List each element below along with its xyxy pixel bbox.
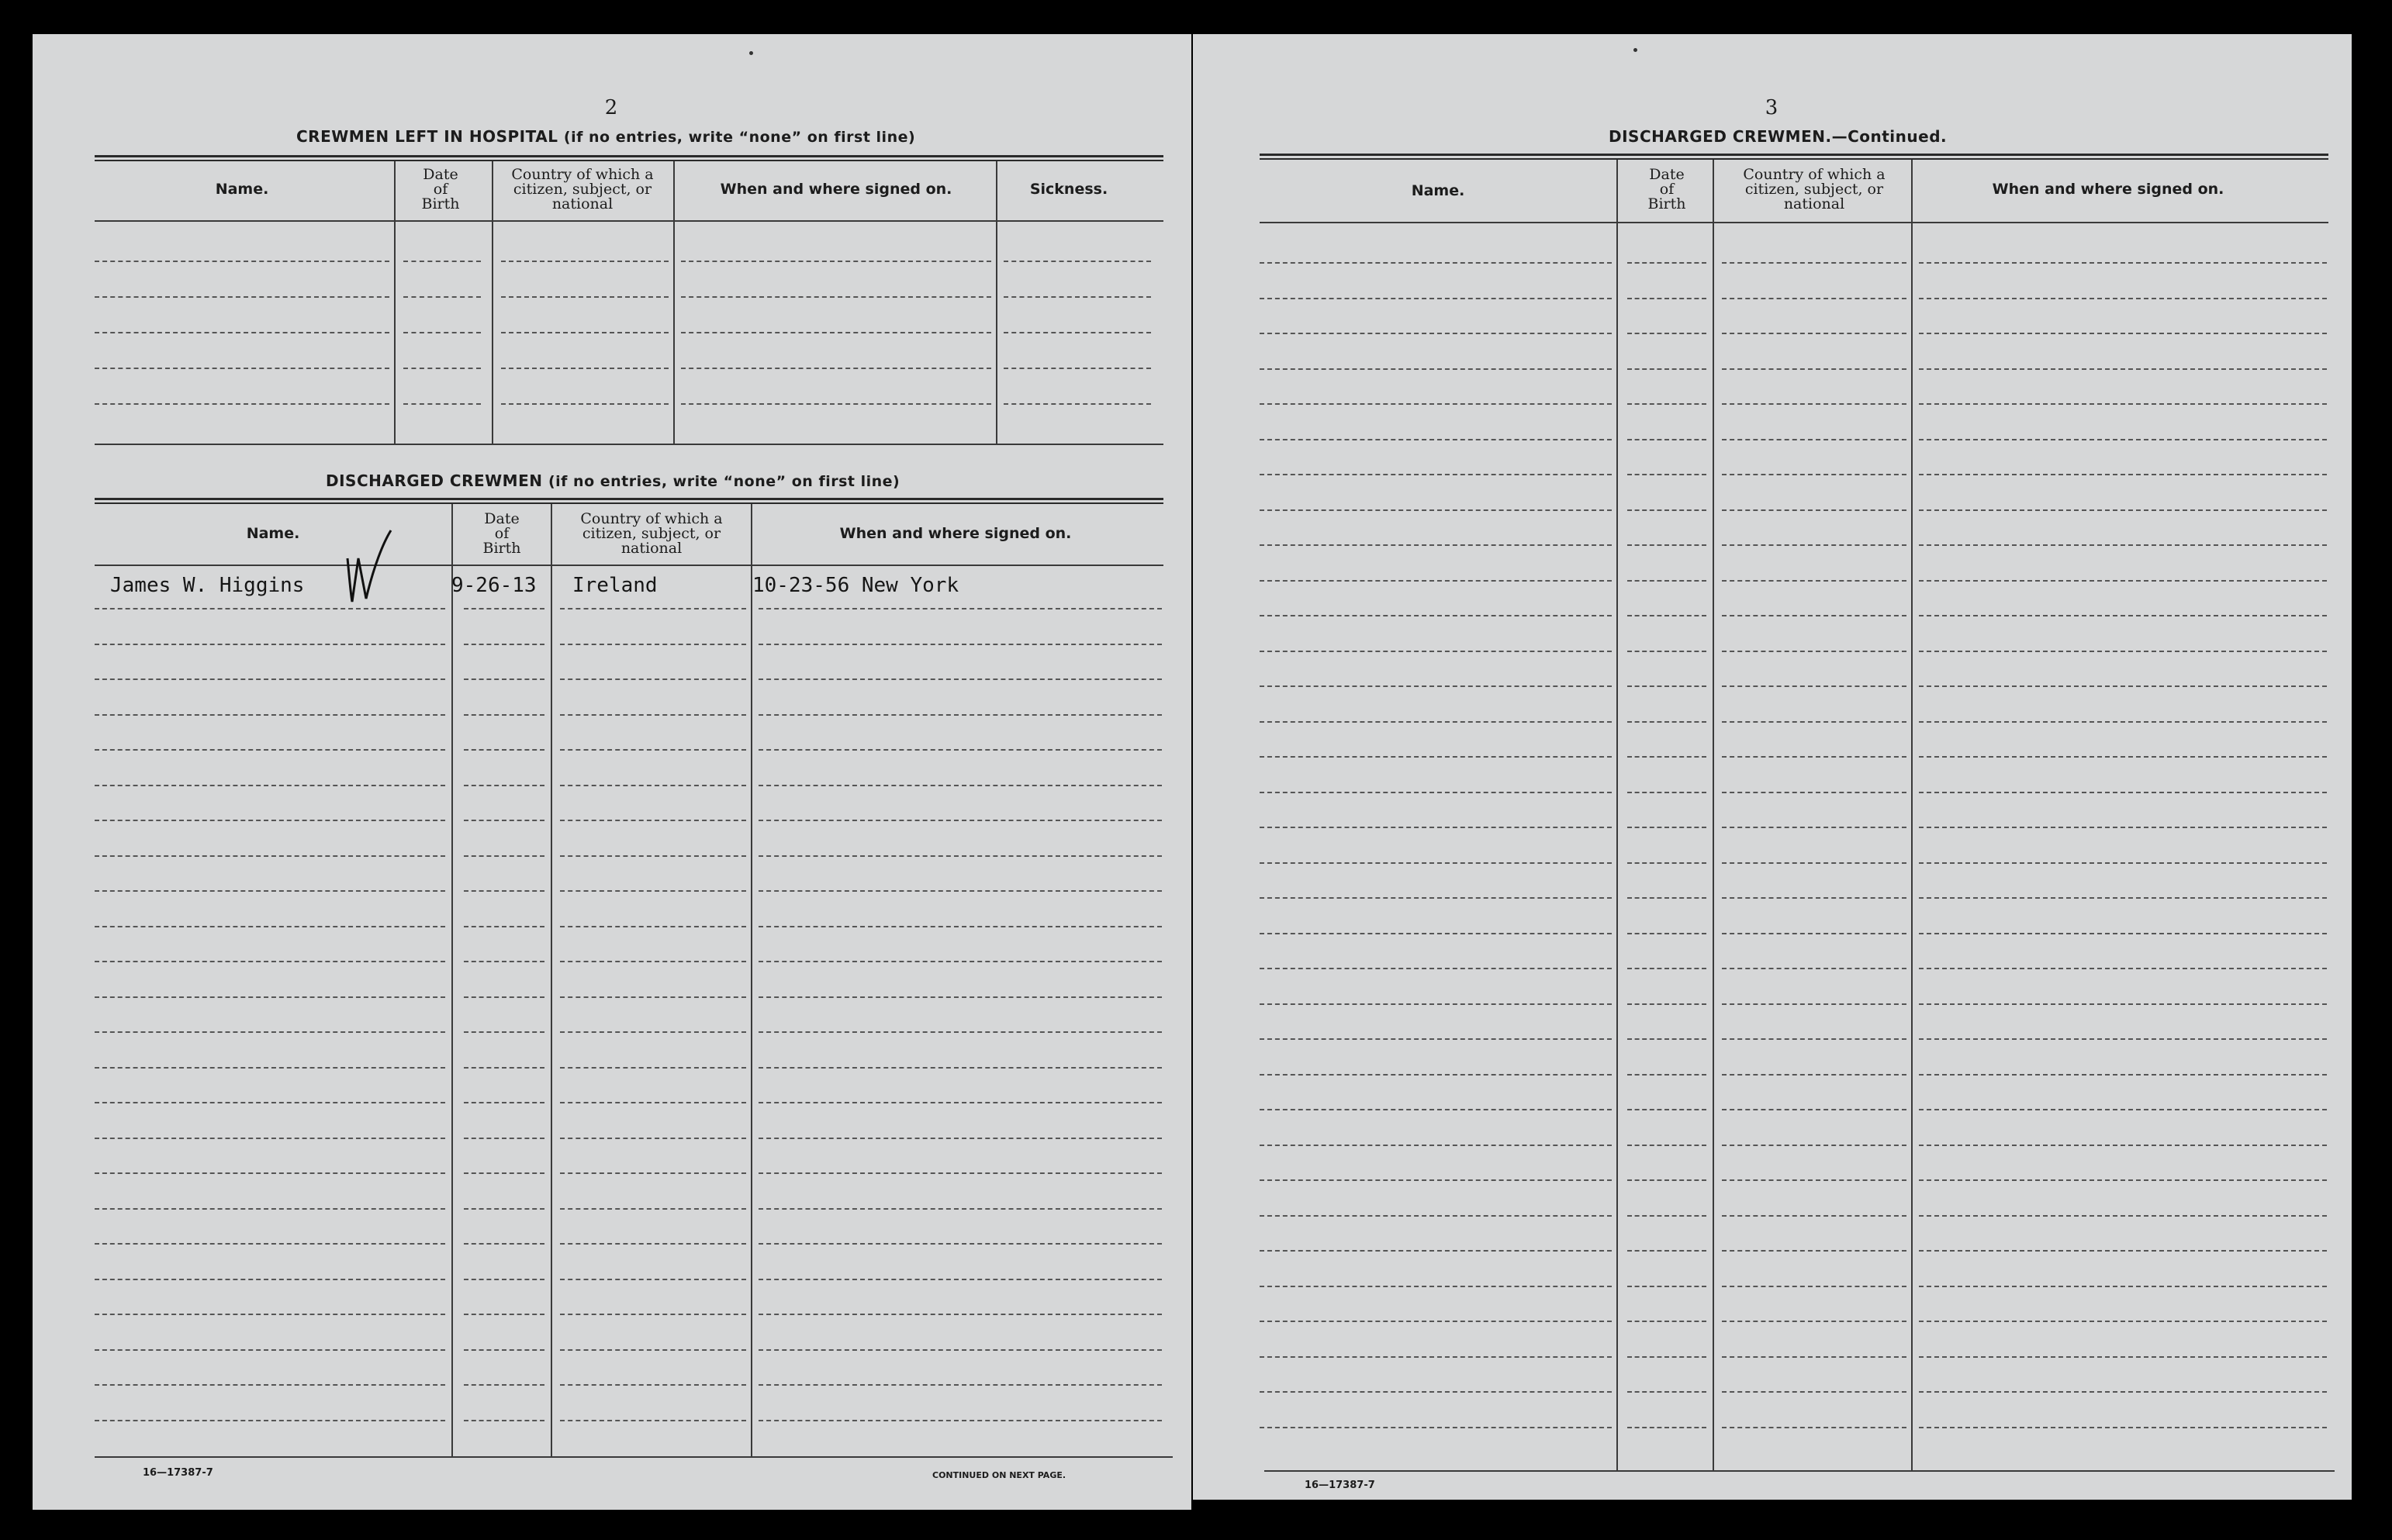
ruled-line	[1627, 651, 1706, 652]
ruled-line	[1627, 1109, 1706, 1110]
ruled-line	[1004, 403, 1151, 405]
ruled-line	[1722, 968, 1906, 969]
ruled-line	[95, 1420, 445, 1421]
ruled-line	[1627, 403, 1706, 405]
ruled-line	[1004, 261, 1151, 262]
ruled-line	[560, 1138, 746, 1139]
ruled-line	[1919, 439, 2327, 440]
ruled-line	[759, 890, 1162, 892]
ruled-line	[759, 678, 1162, 680]
crewman-name: James W. Higgins	[110, 574, 305, 597]
ruled-line	[1722, 474, 1906, 475]
ruled-line	[1260, 1286, 1612, 1287]
ruled-line	[464, 1314, 544, 1315]
ruled-line	[95, 1031, 445, 1033]
ruled-line	[464, 820, 544, 821]
ruled-line	[95, 749, 445, 751]
ruled-line	[1260, 933, 1612, 934]
ruled-line	[1260, 1356, 1612, 1358]
ruled-line	[1260, 1215, 1612, 1217]
ruled-line	[1722, 685, 1906, 687]
hospital-section-title	[296, 127, 915, 146]
ruled-line	[1004, 368, 1151, 369]
ruled-line	[464, 926, 544, 927]
ruled-line	[1722, 262, 1906, 264]
ruled-line	[1722, 792, 1906, 793]
right-col-name: Name.	[1411, 182, 1465, 199]
right-page-title: DISCHARGED CREWMEN.—Continued.	[1609, 127, 1948, 146]
left-page	[33, 34, 1191, 1510]
ruled-line	[1919, 333, 2327, 334]
ruled-line	[560, 608, 746, 609]
ruled-line	[1919, 1145, 2327, 1146]
ruled-line	[95, 820, 445, 821]
ruled-line	[1260, 403, 1612, 405]
ruled-line	[1260, 262, 1612, 264]
ruled-line	[1627, 792, 1706, 793]
ruled-line	[464, 1102, 544, 1103]
ruled-line	[1627, 897, 1706, 899]
ruled-line	[1919, 262, 2327, 264]
ruled-line	[1722, 1250, 1906, 1252]
ruled-line	[1627, 968, 1706, 969]
ruled-line	[1722, 1038, 1906, 1040]
ruled-line	[560, 820, 746, 821]
ruled-line	[560, 1067, 746, 1069]
ruled-line	[1260, 1391, 1612, 1393]
ruled-line	[464, 1031, 544, 1033]
hospital-col-country: Country of which a citizen, subject, or national	[511, 166, 654, 212]
hospital-note: (if no entries, write “none” on first line)	[563, 129, 916, 146]
crewman-signed-on: 10-23-56 New York	[752, 574, 959, 597]
ruled-line	[464, 1172, 544, 1174]
ruled-line	[1260, 580, 1612, 582]
ruled-line	[759, 1314, 1162, 1315]
ruled-line	[1722, 1286, 1906, 1287]
ruled-line	[464, 678, 544, 680]
ruled-line	[1722, 1179, 1906, 1181]
hospital-col-sickness: Sickness.	[1029, 181, 1108, 198]
ruled-line	[1919, 1074, 2327, 1076]
ruled-line	[95, 678, 445, 680]
ruled-line	[560, 678, 746, 680]
ruled-line	[1260, 1038, 1612, 1040]
ruled-line	[1722, 1321, 1906, 1322]
ruled-line	[1627, 262, 1706, 264]
ruled-line	[1919, 897, 2327, 899]
ruled-line	[1919, 968, 2327, 969]
ruled-line	[95, 644, 445, 645]
ruled-line	[1260, 544, 1612, 546]
ruled-line	[1919, 827, 2327, 828]
ruled-line	[95, 403, 389, 405]
page-number: 3	[1765, 96, 1778, 119]
ruled-line	[1260, 1109, 1612, 1110]
ruled-line	[1722, 933, 1906, 934]
ruled-line	[1919, 862, 2327, 864]
ruled-line	[759, 1384, 1162, 1386]
ruled-line	[501, 332, 669, 333]
ruled-line	[1260, 968, 1612, 969]
ruled-line	[1722, 1145, 1906, 1146]
ruled-line	[759, 996, 1162, 998]
ruled-line	[1260, 721, 1612, 723]
ruled-line	[1260, 1003, 1612, 1005]
ruled-line	[1722, 827, 1906, 828]
ruled-line	[95, 1138, 445, 1139]
hospital-col-signed: When and where signed on.	[720, 181, 952, 198]
ruled-line	[464, 749, 544, 751]
ruled-line	[1260, 298, 1612, 299]
ruled-line	[1722, 1215, 1906, 1217]
ruled-line	[95, 1067, 445, 1069]
ruled-line	[95, 714, 445, 716]
ruled-line	[759, 926, 1162, 927]
ruled-line	[95, 855, 445, 857]
ruled-line	[464, 608, 544, 609]
ruled-line	[1919, 1179, 2327, 1181]
ruled-line	[759, 749, 1162, 751]
ruled-line	[1919, 1427, 2327, 1428]
ruled-line	[1919, 1321, 2327, 1322]
ruled-line	[1004, 332, 1151, 333]
ruled-line	[403, 332, 481, 333]
ruled-line	[1260, 1321, 1612, 1322]
ruled-line	[403, 296, 481, 298]
ruled-line	[501, 296, 669, 298]
ruled-line	[1627, 298, 1706, 299]
ruled-line	[1722, 544, 1906, 546]
ruled-line	[560, 644, 746, 645]
ruled-line	[759, 714, 1162, 716]
ruled-line	[1627, 615, 1706, 616]
discharged-col-name: Name.	[246, 525, 300, 542]
ruled-line	[1919, 1038, 2327, 1040]
ruled-line	[1919, 580, 2327, 582]
ruled-line	[1627, 1179, 1706, 1181]
right-col-dob: Date of Birth	[1647, 166, 1686, 212]
ruled-line	[1919, 1215, 2327, 1217]
ruled-line	[1627, 1427, 1706, 1428]
ruled-line	[759, 961, 1162, 962]
ruled-line	[560, 1172, 746, 1174]
ruled-line	[1722, 368, 1906, 370]
ruled-line	[464, 1138, 544, 1139]
ruled-line	[1627, 368, 1706, 370]
ruled-line	[1919, 474, 2327, 475]
discharged-note: (if no entries, write “none” on first line)	[548, 473, 900, 490]
ruled-line	[560, 1031, 746, 1033]
ruled-line	[1260, 792, 1612, 793]
ruled-line	[560, 1279, 746, 1280]
ruled-line	[1919, 403, 2327, 405]
ruled-line	[95, 996, 445, 998]
ruled-line	[1919, 1286, 2327, 1287]
ruled-line	[464, 890, 544, 892]
ruled-line	[560, 1420, 746, 1421]
ruled-line	[1260, 1074, 1612, 1076]
ruled-line	[95, 1102, 445, 1103]
ruled-line	[1260, 439, 1612, 440]
ruled-line	[560, 1349, 746, 1351]
ruled-line	[560, 855, 746, 857]
ruled-line	[560, 1102, 746, 1103]
ruled-line	[464, 961, 544, 962]
ruled-line	[560, 714, 746, 716]
ruled-line	[1627, 827, 1706, 828]
ruled-line	[1260, 333, 1612, 334]
ruled-line	[1627, 509, 1706, 511]
ruled-line	[464, 1384, 544, 1386]
ruled-line	[403, 368, 481, 369]
ruled-line	[403, 403, 481, 405]
discharged-section-title	[326, 471, 900, 490]
ruled-line	[464, 785, 544, 786]
ruled-line	[759, 855, 1162, 857]
ruled-line	[464, 855, 544, 857]
ruled-line	[1722, 756, 1906, 758]
ruled-line	[1260, 827, 1612, 828]
discharged-title: DISCHARGED CREWMEN	[326, 471, 543, 490]
ruled-line	[681, 296, 991, 298]
ruled-line	[1627, 1391, 1706, 1393]
ruled-line	[95, 296, 389, 298]
ruled-line	[95, 1384, 445, 1386]
ruled-line	[1722, 651, 1906, 652]
ruled-line	[1722, 298, 1906, 299]
ruled-line	[1004, 296, 1151, 298]
ruled-line	[1919, 685, 2327, 687]
crewman-dob: 9-26-13	[451, 574, 537, 597]
ruled-line	[1627, 933, 1706, 934]
ruled-line	[759, 1102, 1162, 1103]
ruled-line	[1722, 897, 1906, 899]
ruled-line	[464, 1243, 544, 1245]
ruled-line	[95, 1279, 445, 1280]
ruled-line	[759, 1349, 1162, 1351]
ruled-line	[1722, 580, 1906, 582]
discharged-col-signed: When and where signed on.	[839, 525, 1072, 542]
ruled-line	[95, 261, 389, 262]
ruled-line	[1919, 544, 2327, 546]
ruled-line	[1919, 756, 2327, 758]
ruled-line	[1627, 333, 1706, 334]
ruled-line	[1627, 544, 1706, 546]
ruled-line	[1722, 1427, 1906, 1428]
ruled-line	[1919, 1109, 2327, 1110]
form-number: 16—17387-7	[143, 1467, 213, 1479]
ruled-line	[560, 1384, 746, 1386]
ruled-line	[95, 785, 445, 786]
ruled-line	[560, 926, 746, 927]
ruled-line	[464, 1279, 544, 1280]
right-page	[1193, 34, 2352, 1500]
ruled-line	[1919, 1250, 2327, 1252]
ruled-line	[759, 1420, 1162, 1421]
ruled-line	[1260, 862, 1612, 864]
ruled-line	[501, 368, 669, 369]
ruled-line	[759, 608, 1162, 609]
ruled-line	[759, 1172, 1162, 1174]
ruled-line	[464, 1420, 544, 1421]
crewman-country: Ireland	[572, 574, 658, 597]
ruled-line	[759, 1208, 1162, 1210]
ruled-line	[1627, 1145, 1706, 1146]
right-col-signed: When and where signed on.	[1992, 181, 2224, 198]
ruled-line	[1627, 1074, 1706, 1076]
ruled-line	[1919, 615, 2327, 616]
ruled-line	[1627, 721, 1706, 723]
ruled-line	[1919, 1391, 2327, 1393]
ruled-line	[1627, 474, 1706, 475]
ruled-line	[1627, 1286, 1706, 1287]
ruled-line	[1627, 1038, 1706, 1040]
ruled-line	[95, 608, 445, 609]
ruled-line	[1627, 439, 1706, 440]
ruled-line	[560, 890, 746, 892]
ruled-line	[560, 749, 746, 751]
ruled-line	[1627, 862, 1706, 864]
ruled-line	[1260, 685, 1612, 687]
ruled-line	[1722, 862, 1906, 864]
ruled-line	[759, 785, 1162, 786]
ruled-line	[681, 332, 991, 333]
ruled-line	[1919, 792, 2327, 793]
hospital-title: CREWMEN LEFT IN HOSPITAL	[296, 127, 558, 146]
ruled-line	[95, 1208, 445, 1210]
ruled-line	[1722, 403, 1906, 405]
ruled-line	[1260, 1250, 1612, 1252]
ruled-line	[681, 261, 991, 262]
ruled-line	[464, 644, 544, 645]
ruled-line	[759, 1067, 1162, 1069]
form-number: 16—17387-7	[1305, 1480, 1375, 1491]
ruled-line	[1260, 615, 1612, 616]
ruled-line	[1722, 333, 1906, 334]
ruled-line	[1260, 1179, 1612, 1181]
ruled-line	[464, 1067, 544, 1069]
ruled-line	[1919, 1356, 2327, 1358]
ruled-line	[560, 996, 746, 998]
ruled-line	[1627, 1356, 1706, 1358]
ruled-line	[1627, 1003, 1706, 1005]
ruled-line	[759, 1243, 1162, 1245]
ruled-line	[1919, 721, 2327, 723]
ruled-line	[681, 368, 991, 369]
ruled-line	[1627, 756, 1706, 758]
ruled-line	[95, 1314, 445, 1315]
hospital-col-name: Name.	[215, 181, 269, 198]
ruled-line	[759, 1138, 1162, 1139]
ruled-line	[759, 820, 1162, 821]
ruled-line	[1260, 897, 1612, 899]
ruled-line	[1919, 933, 2327, 934]
ruled-line	[1722, 509, 1906, 511]
ruled-line	[1260, 474, 1612, 475]
ruled-line	[1722, 615, 1906, 616]
ruled-line	[560, 1243, 746, 1245]
ruled-line	[1627, 1215, 1706, 1217]
ruled-line	[1260, 756, 1612, 758]
ruled-line	[1919, 368, 2327, 370]
ruled-line	[560, 961, 746, 962]
ruled-line	[759, 644, 1162, 645]
ruled-line	[1722, 439, 1906, 440]
ruled-line	[1722, 1391, 1906, 1393]
ruled-line	[1260, 368, 1612, 370]
ruled-line	[1722, 1109, 1906, 1110]
ruled-line	[1722, 1356, 1906, 1358]
ruled-line	[1260, 509, 1612, 511]
ruled-line	[95, 332, 389, 333]
ruled-line	[759, 1031, 1162, 1033]
ruled-line	[95, 1349, 445, 1351]
ruled-line	[464, 996, 544, 998]
ruled-line	[1919, 509, 2327, 511]
ruled-line	[759, 1279, 1162, 1280]
ruled-line	[501, 403, 669, 405]
ruled-line	[1919, 298, 2327, 299]
ruled-line	[1260, 1427, 1612, 1428]
ruled-line	[681, 403, 991, 405]
ruled-line	[501, 261, 669, 262]
ruled-line	[1627, 1250, 1706, 1252]
hospital-col-dob: Date of Birth	[421, 166, 460, 212]
ruled-line	[1627, 685, 1706, 687]
ruled-line	[95, 926, 445, 927]
continued-note: CONTINUED ON NEXT PAGE.	[932, 1470, 1066, 1480]
ruled-line	[464, 714, 544, 716]
ruled-line	[95, 890, 445, 892]
ruled-line	[95, 961, 445, 962]
ruled-line	[560, 1208, 746, 1210]
right-col-country: Country of which a citizen, subject, or national	[1743, 166, 1886, 212]
ruled-line	[1627, 1321, 1706, 1322]
check-mark-icon	[343, 527, 397, 605]
ruled-line	[1260, 1145, 1612, 1146]
ruled-line	[560, 1314, 746, 1315]
ruled-line	[464, 1349, 544, 1351]
ruled-line	[1627, 580, 1706, 582]
ruled-line	[95, 368, 389, 369]
discharged-col-country: Country of which a citizen, subject, or national	[580, 510, 723, 557]
ruled-line	[95, 1243, 445, 1245]
ruled-line	[95, 1172, 445, 1174]
ruled-line	[1722, 1074, 1906, 1076]
ruled-line	[1260, 651, 1612, 652]
ruled-line	[1722, 1003, 1906, 1005]
ruled-line	[464, 1208, 544, 1210]
discharged-col-dob: Date of Birth	[482, 510, 521, 557]
ruled-line	[1919, 1003, 2327, 1005]
ruled-line	[560, 785, 746, 786]
ruled-line	[1919, 651, 2327, 652]
ruled-line	[1722, 721, 1906, 723]
ruled-line	[403, 261, 481, 262]
page-number: 2	[604, 96, 618, 119]
